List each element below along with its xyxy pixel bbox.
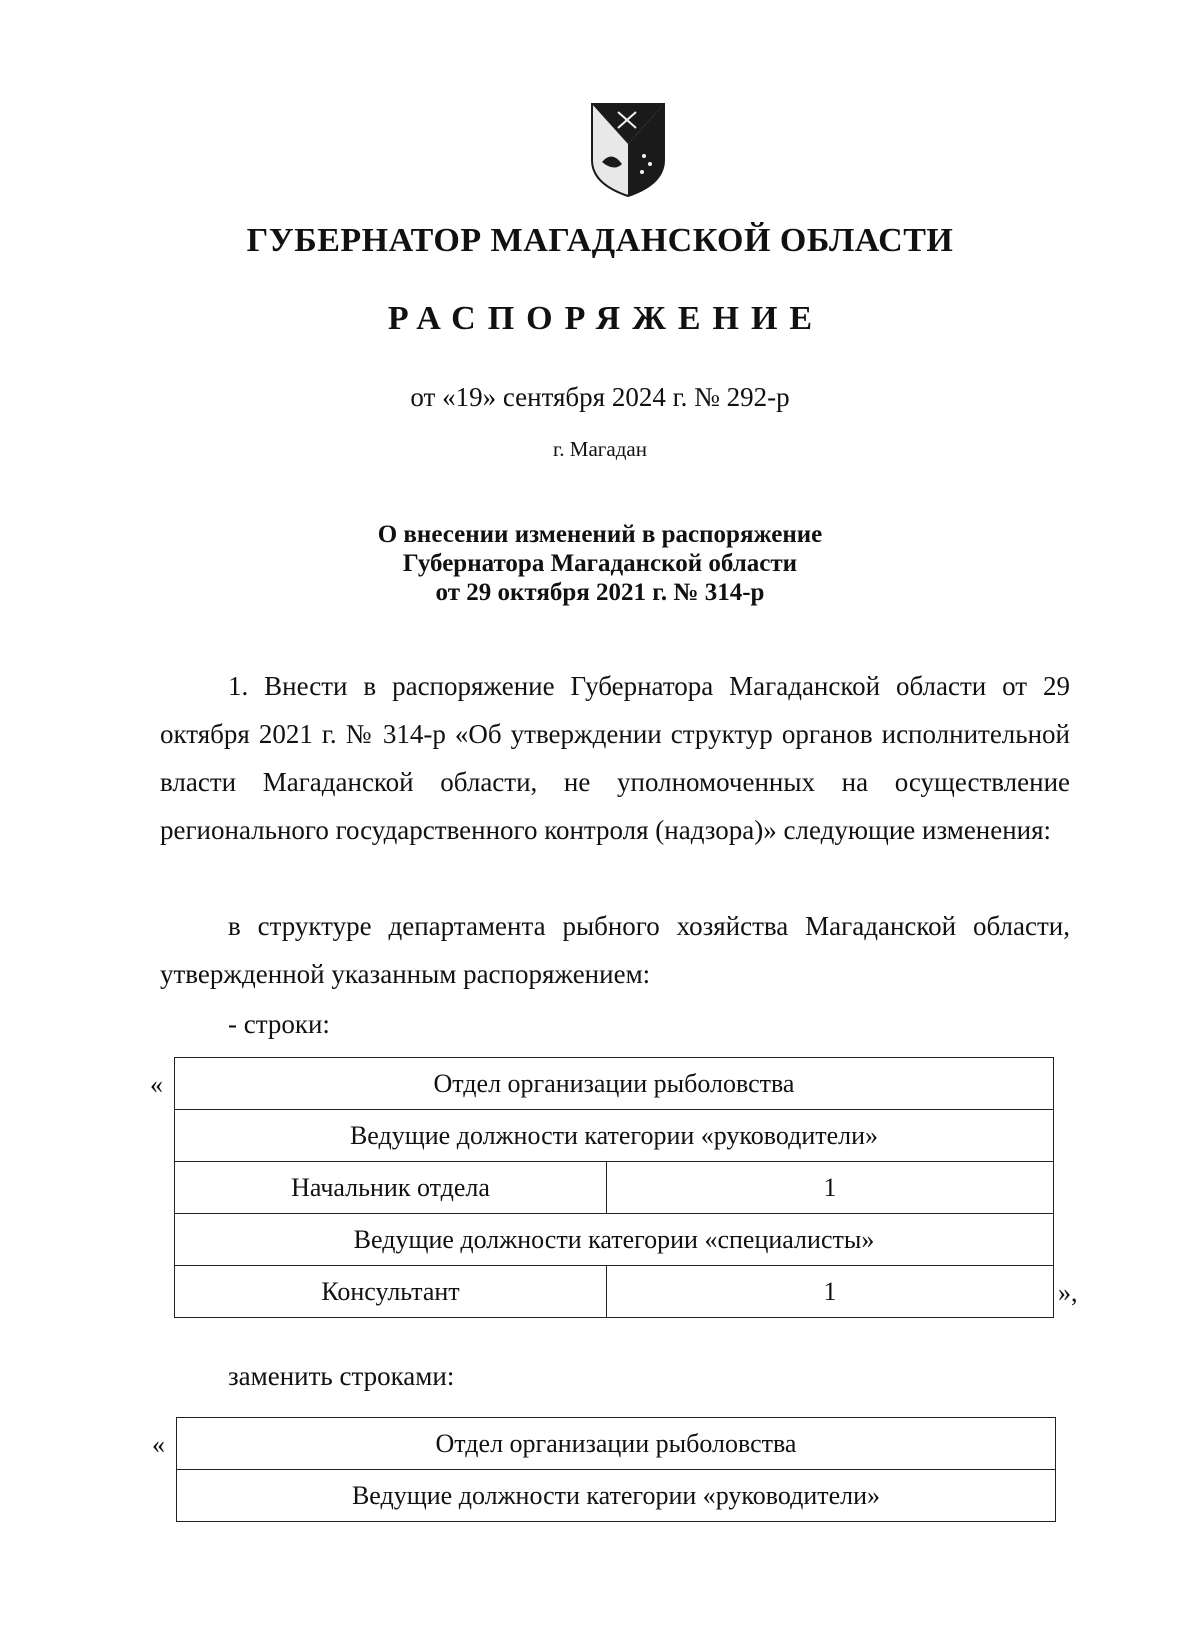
old-table-close-quote: », — [1058, 1278, 1078, 1307]
category-heads-cell: Ведущие должности категории «руководители» — [177, 1470, 1056, 1522]
replace-label: заменить строками: — [228, 1361, 455, 1391]
issuing-authority: ГУБЕРНАТОР МАГАДАНСКОЙ ОБЛАСТИ — [246, 222, 954, 259]
body-paragraph-1: 1. Внести в распоряжение Губернатора Магаданской области от 29 октября 2021 г. № 314-р «Об утверждении структур органов исполнительной власти Магаданской области, не уполномоченных на осуществление регионального государственного контроля (надзора)» следующие изменения: — [160, 671, 1070, 845]
table-row — [175, 1214, 1054, 1266]
table-row — [175, 1266, 1054, 1318]
consultant-position-cell: Консультант — [175, 1266, 607, 1318]
table-row — [177, 1418, 1056, 1470]
old-structure-table — [174, 1057, 1054, 1318]
old-table-open-quote: « — [150, 1070, 163, 1099]
consultant-count-cell: 1 — [607, 1266, 1054, 1318]
document-date-number: от «19» сентября 2024 г. № 292-р — [410, 382, 790, 412]
table-row — [175, 1110, 1054, 1162]
category-heads-cell: Ведущие должности категории «руководители» — [175, 1110, 1054, 1162]
department-cell: Отдел организации рыболовства — [177, 1418, 1056, 1470]
document-type-title: РАСПОРЯЖЕНИЕ — [387, 300, 825, 337]
new-table-open-quote: « — [152, 1430, 165, 1459]
table-row — [175, 1162, 1054, 1214]
table-row — [175, 1058, 1054, 1110]
subject-line-3: от 29 октября 2021 г. № 314-р — [435, 579, 765, 606]
body-paragraph-2: в структуре департамента рыбного хозяйства Магаданской области, утвержденной указанным распоряжением: — [160, 911, 1070, 989]
subject-line-2: Губернатора Магаданской области — [402, 550, 798, 577]
category-specialists-cell: Ведущие должности категории «специалисты» — [175, 1214, 1054, 1266]
document-subject — [0, 520, 1200, 607]
document-city: г. Магадан — [553, 437, 647, 461]
head-count-cell: 1 — [607, 1162, 1054, 1214]
subject-line-1: О внесении изменений в распоряжение — [377, 521, 823, 548]
head-position-cell: Начальник отдела — [175, 1162, 607, 1214]
rows-label: - строки: — [228, 1009, 330, 1039]
department-cell: Отдел организации рыболовства — [175, 1058, 1054, 1110]
table-row — [177, 1470, 1056, 1522]
new-structure-table — [176, 1417, 1056, 1522]
coat-of-arms-emblem — [588, 102, 668, 198]
